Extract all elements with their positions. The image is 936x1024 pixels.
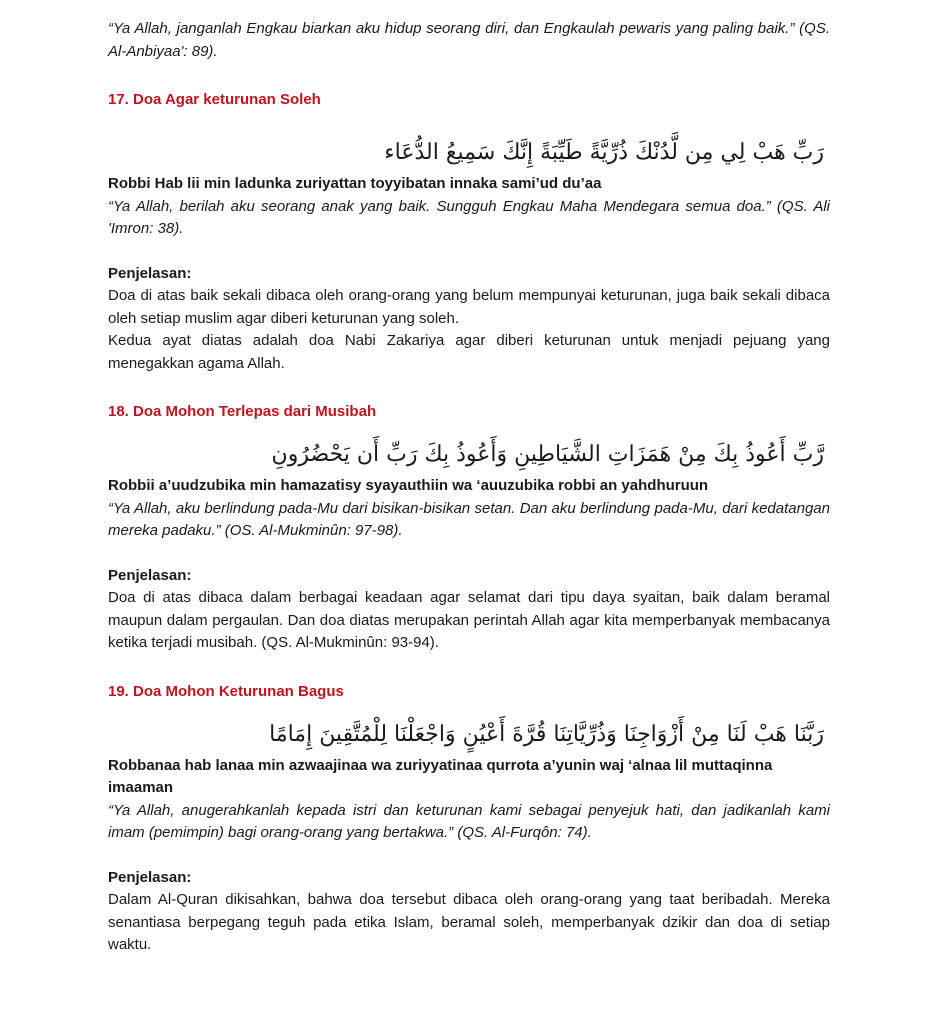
arabic-verse: رَّبِّ أَعُوذُ بِكَ مِنْ هَمَزَاتِ الشَّيَاطِينِ وَأَعُوذُ بِكَ رَبِّ أَن يَحْضُرُونِ [271,442,824,467]
latin-transliteration: Robbii a’uudzubika min hamazatisy syayauthiin wa ‘auuzubika robbi an yahdhuruun [108,477,709,494]
explanation-label: Penjelasan: [108,566,192,584]
section-heading: 18. Doa Mohon Terlepas dari Musibah [108,403,377,420]
document-page [108,18,830,957]
section-18 [108,401,830,655]
translation: “Ya Allah, aku berlindung pada-Mu dari bisikan-bisikan setan. Dan aku berlindung pada-Mu, dari kedatangan mereka padaku.” (OS. Al-Mukminûn: 97-98). [108,499,830,539]
arabic-verse: رَبَّنَا هَبْ لَنَا مِنْ أَزْوَاجِنَا وَذُرِّيَّاتِنَا قُرَّةَ أَعْيُنٍ وَاجْعَلْنَا لِلْمُتَّقِينَ إِمَامًا [269,721,824,747]
explanation-paragraph: Kedua ayat diatas adalah doa Nabi Zakariya agar diberi keturunan untuk menjadi pejuang yang menegakkan agama Allah. [108,332,830,372]
explanation-label: Penjelasan: [108,264,192,282]
intro-quote: “Ya Allah, janganlah Engkau biarkan aku hidup seorang diri, dan Engkaulah pewaris yang paling baik.” (QS. Al-Anbiyaa': 89). [108,20,830,60]
explanation-paragraph: Doa di atas dibaca dalam berbagai keadaan agar selamat dari tipu daya syaitan, baik dalam beramal maupun dalam pergaulan. Dan doa diatas merupakan perintah Allah agar kita memperbanyak membacanya ketika terjadi musibah. (QS. Al-Mukminûn: 93-94). [108,589,830,651]
section-19 [108,681,830,957]
section-17 [108,89,830,375]
explanation-paragraph: Dalam Al-Quran dikisahkan, bahwa doa tersebut dibaca oleh orang-orang yang taat beribadah. Mereka senantiasa berpegang teguh pada etika Islam, beramal soleh, memperbanyak dzikir dan doa di setiap waktu. [108,891,830,953]
explanation-paragraph: Doa di atas baik sekali dibaca oleh orang-orang yang belum mempunyai keturunan, juga baik sekali dibaca oleh setiap muslim agar diberi keturunan yang soleh. [108,287,830,327]
translation: “Ya Allah, anugerahkanlah kepada istri dan keturunan kami sebagai penyejuk hati, dan jadikanlah kami imam (pemimpin) bagi orang-orang yang bertakwa.” (QS. Al-Furqôn: 74). [108,801,830,841]
latin-transliteration: Robbi Hab lii min ladunka zuriyattan toyyibatan innaka sami’ud du’aa [108,175,602,192]
arabic-verse: رَبِّ هَبْ لِي مِن لَّدُنْكَ ذُرِّيَّةً طَيِّبَةً إِنَّكَ سَمِيعُ الدُّعَاء [384,140,824,165]
translation: “Ya Allah, berilah aku seorang anak yang baik. Sungguh Engkau Maha Mendegara semua doa.” (QS. Ali 'Imron: 38). [108,197,830,237]
latin-transliteration: Robbanaa hab lanaa min azwaajinaa wa zuriyyatinaa qurrota a’yunin waj ‘alnaa lil muttaqinna imaaman [108,756,773,796]
section-heading: 19. Doa Mohon Keturunan Bagus [108,682,344,700]
explanation-label: Penjelasan: [108,868,192,886]
section-heading: 17. Doa Agar keturunan Soleh [108,91,321,108]
